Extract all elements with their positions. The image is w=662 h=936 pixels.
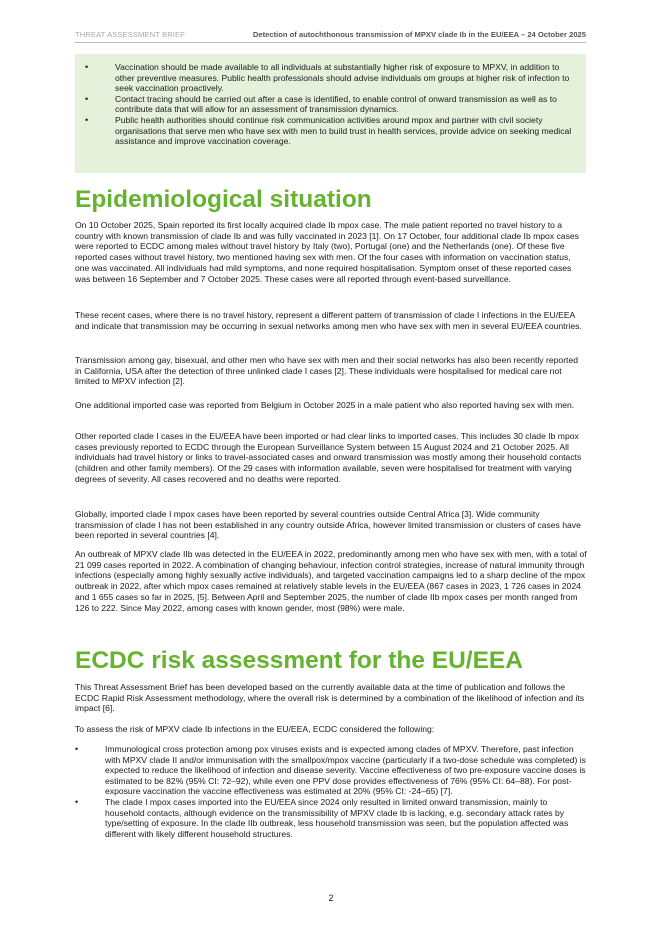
considerations-list xyxy=(75,744,587,839)
paragraph: Transmission among gay, bisexual, and other men who have sex with men and their social networks has also been recently reported in California, USA after the detection of three unlinked clade I cases [2]. These individuals were hospitalised for medical care not limited to MPXV infection [2]. xyxy=(75,355,578,387)
list-item: • Vaccination should be made available to all individuals at substantially higher risk of exposure to MPXV, in addition to other preventive measures. Public health professionals should advise individuals om groups at higher risk of infection to seek vaccination proactively. xyxy=(85,62,576,94)
section-heading-risk-assessment: ECDC risk assessment for the EU/EEA xyxy=(75,647,523,674)
page-number: 2 xyxy=(328,893,334,903)
paragraph: These recent cases, where there is no travel history, represent a different pattern of transmission of clade I infections in the EU/EEA and indicate that transmission may be occurring in sexual networks among men who have sex with men in several EU/EEA countries. xyxy=(75,310,582,331)
paragraph: To assess the risk of MPXV clade Ib infections in the EU/EEA, ECDC considered the following: xyxy=(75,724,435,734)
paragraph: On 10 October 2025, Spain reported its first locally acquired clade Ib mpox case. The male patient reported no travel history to a country with known transmission of clade Ib and was fully vaccinated in 2023 [1]. On 17 October, four additional clade Ib mpox cases were reported to ECDC among males without travel history by Italy (two), Portugal (one) and the Netherlands (one). Of these five reported cases without travel history, two mentioned having sex with men. Of the four cases with information on vaccination status, one was vaccinated. All individuals had mild symptoms, and none required hospitalisation. Symptom onset of these reported cases was between 16 September and 7 October 2025. These cases were all reported through event-based surveillance. xyxy=(75,220,579,284)
running-header xyxy=(75,30,586,43)
list-item: • Public health authorities should continue risk communication activities around mpox and partner with civil society organisations that serve men who have sex with men to build trust in health services, provide advice on seeking medical assistance and improve vaccination coverage. xyxy=(85,115,576,147)
paragraph: Other reported clade I cases in the EU/EEA have been imported or had clear links to imported cases. This includes 30 clade Ib mpox cases previously reported to ECDC through the European Surveillance System between 15 August 2024 and 21 October 2025. All individuals had travel history or links to travel-associated cases and onward transmission was mostly among their household contacts (children and other family members). Of the 29 cases with information available, seven were hospitalised for treatment with varying degrees of severity. All cases recovered and no deaths were reported. xyxy=(75,431,582,484)
header-doc-title: Detection of autochthonous transmission of MPXV clade Ib in the EU/EEA – 24 October 2025 xyxy=(252,30,586,39)
list-item: • Immunological cross protection among pox viruses exists and is expected among clades of MPXV. Therefore, past infection with MPXV clade II and/or immunisation with the smallpox/mpox vaccine (particularly if a two-dose schedule was completed) is expected to reduce the likelihood of infection and disease severity. Vaccine effectiveness of two pre-exposure vaccine doses is estimated to be 82% (95% CI: 72–92), while even one PPV dose provides effectiveness of 76% (95% CI: 64–88). For post-exposure vaccination the vaccine effectiveness was estimated at 20% (95% CI: -24–65) [7]. xyxy=(75,744,587,797)
paragraph: This Threat Assessment Brief has been developed based on the currently available data at the time of publication and follows the ECDC Rapid Risk Assessment methodology, where the overall risk is determined by a combination of the likelihood of infection and its impact [6]. xyxy=(75,682,585,714)
paragraph: One additional imported case was reported from Belgium in October 2025 in a male patient who also reported having sex with men. xyxy=(75,400,575,410)
paragraph: An outbreak of MPXV clade IIb was detected in the EU/EEA in 2022, predominantly among men who have sex with men, with a total of 21 099 cases reported in 2022. A combination of changing behaviour, infection control strategies, increase of natural immunity through infections (especially among highly sexually active individuals), and targeted vaccination campaigns led to a sharp decline of the mpox outbreak in 2022, after which mpox cases remained at relatively stable levels in the EU/EEA (867 cases in 2023, 1 726 cases in 2024 and 1 655 cases so far in 2025, [5]. Between April and September 2025, the number of clade IIb mpox cases per month ranged from 126 to 222. Since May 2022, among cases with known gender, most (98%) were male. xyxy=(75,549,587,613)
recommendations-list xyxy=(85,62,576,147)
paragraph: Globally, imported clade I mpox cases have been reported by several countries outside Central Africa [3]. Wide community transmission of clade I has not been established in any country outside Africa, however limited transmission or clusters of cases have been reported in several countries [4]. xyxy=(75,509,581,541)
recommendations-box xyxy=(75,54,586,173)
list-item: • Contact tracing should be carried out after a case is identified, to enable control of onward transmission as well as to contribute data that will allow for an assessment of transmission dynamics. xyxy=(85,94,576,115)
section-heading-epidemiological: Epidemiological situation xyxy=(75,186,372,213)
list-item: • The clade I mpox cases imported into the EU/EEA since 2024 only resulted in limited onward transmission, mainly to household contacts, although evidence on the transmissibility of MPXV clade Ib is lacking, e.g. secondary attack rates by type/setting of exposure. In the clade IIb outbreak, less household transmission was seen, but the population affected was different with likely different household structures. xyxy=(75,797,587,839)
header-doc-type: THREAT ASSESSMENT BRIEF xyxy=(75,30,185,39)
